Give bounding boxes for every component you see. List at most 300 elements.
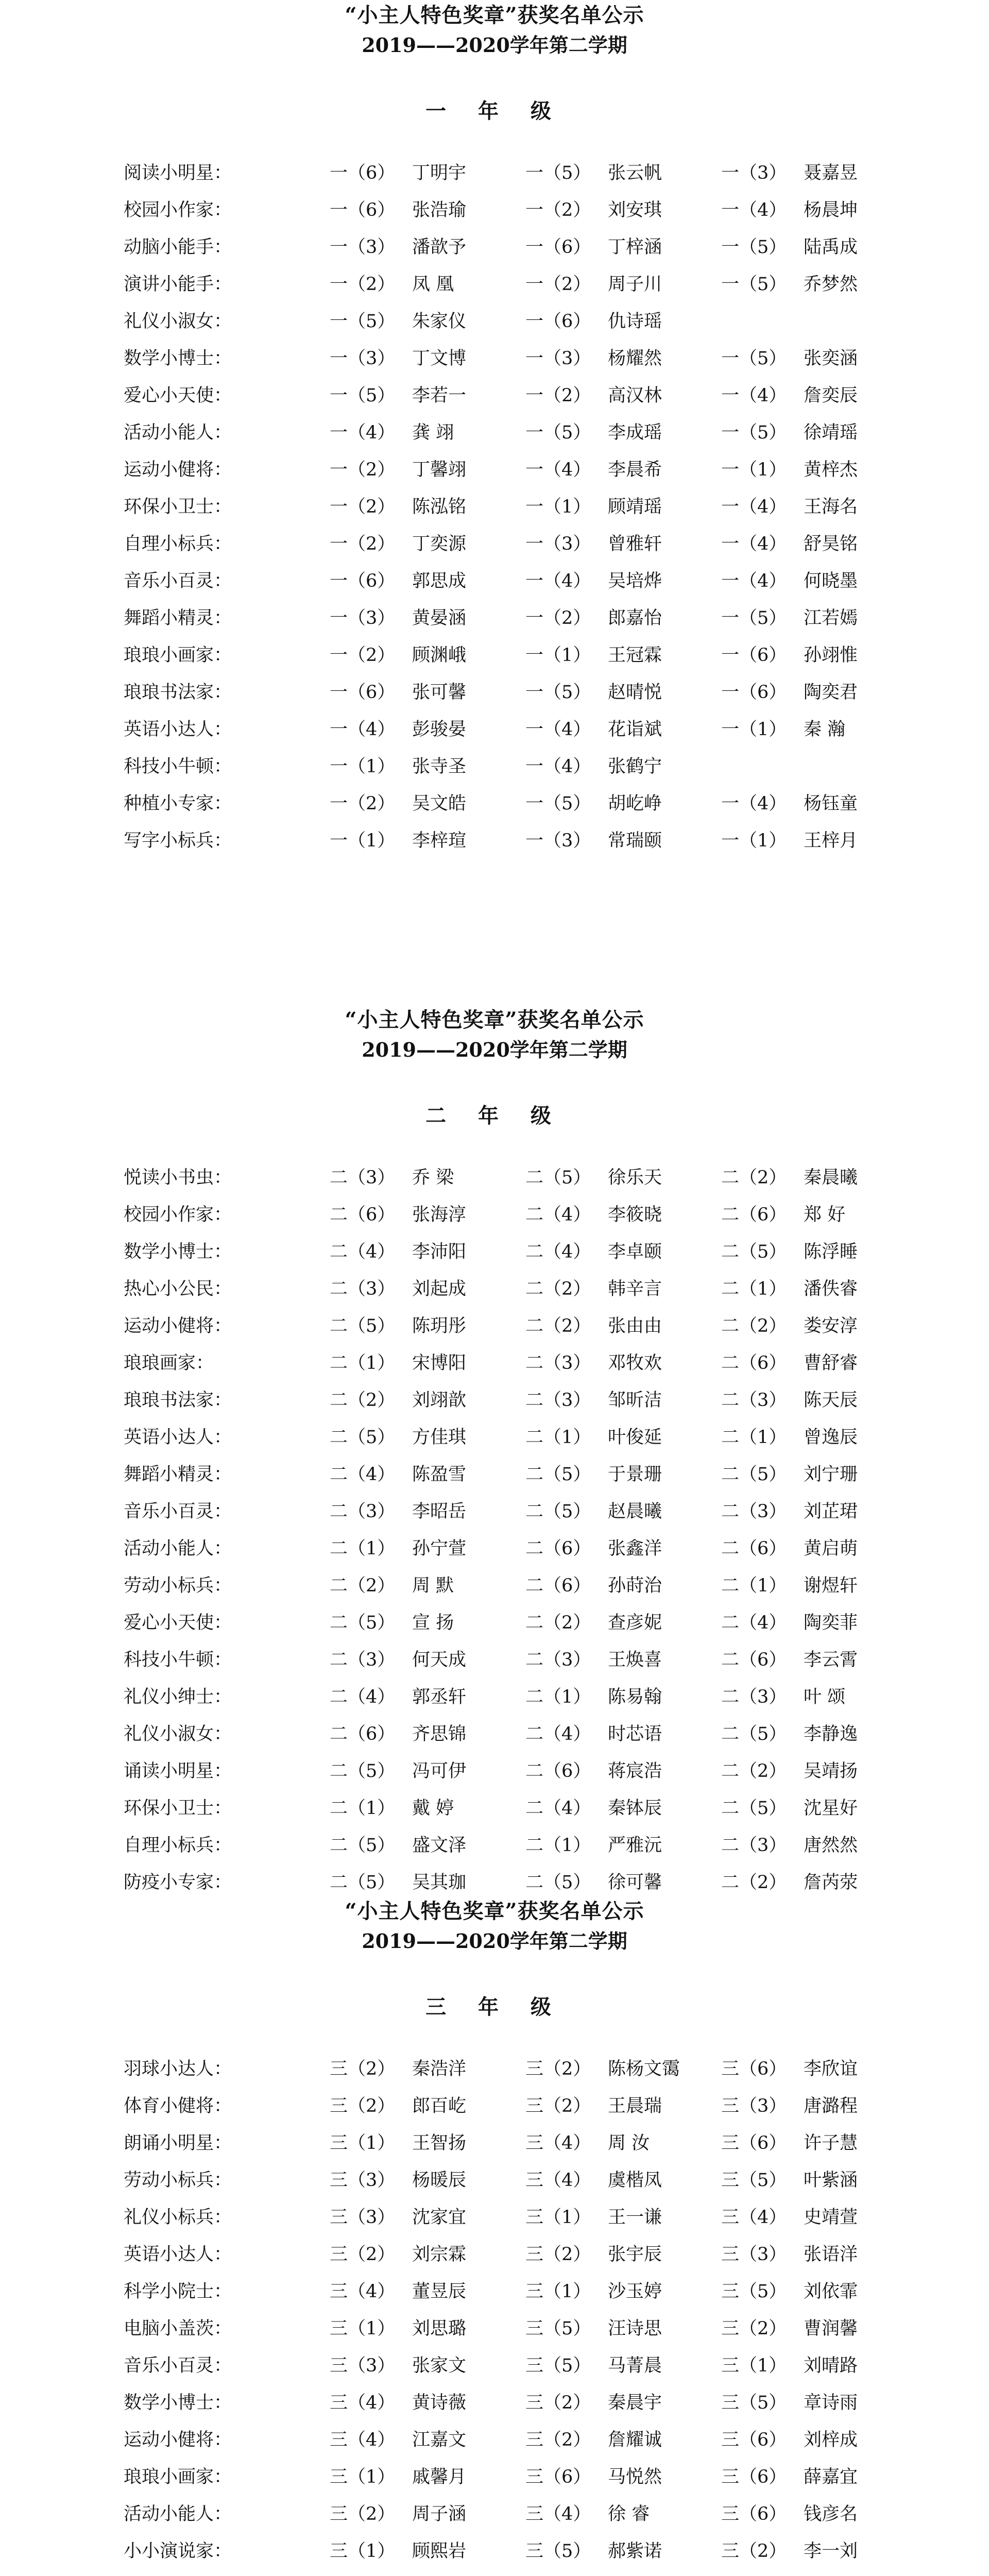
student-name: 龚 翊 bbox=[412, 422, 454, 443]
class-label: 一（2） bbox=[330, 274, 396, 295]
award-category: 防疫小专家： bbox=[124, 1872, 232, 1893]
class-label: 二（1） bbox=[525, 1427, 591, 1448]
student-name: 郝紫诺 bbox=[608, 2541, 662, 2562]
class-label: 三（5） bbox=[525, 2355, 591, 2376]
student-name: 李若一 bbox=[412, 385, 467, 406]
award-category: 自理小标兵： bbox=[124, 534, 232, 554]
student-name: 张鑫洋 bbox=[608, 1538, 662, 1559]
class-label: 三（4） bbox=[525, 2133, 591, 2154]
student-name: 于景珊 bbox=[608, 1464, 662, 1485]
student-name: 杨晨坤 bbox=[804, 200, 858, 221]
class-label: 一（6） bbox=[330, 682, 396, 703]
award-category: 诵读小明星： bbox=[124, 1761, 232, 1782]
class-label: 一（1） bbox=[330, 831, 396, 851]
announcement-title: “小主人特色奖章”获奖名单公示 bbox=[345, 3, 644, 27]
class-label: 三（2） bbox=[525, 2393, 591, 2413]
student-name: 陈盈雪 bbox=[412, 1464, 467, 1485]
award-category: 音乐小百灵： bbox=[124, 2355, 232, 2376]
student-name: 聂嘉昱 bbox=[804, 163, 858, 183]
class-label: 二（3） bbox=[330, 1501, 396, 1522]
student-name: 孙宁萱 bbox=[412, 1538, 467, 1559]
class-label bbox=[525, 2573, 591, 2576]
class-label: 二（4） bbox=[525, 1205, 591, 1225]
student-name: 薛嘉宜 bbox=[804, 2467, 858, 2487]
school-term: 2019——2020学年第二学期 bbox=[362, 1929, 627, 1953]
student-name: 郎百屹 bbox=[412, 2096, 467, 2116]
class-label: 一（2） bbox=[525, 274, 591, 295]
class-label: 一（2） bbox=[525, 385, 591, 406]
student-name: 史靖萱 bbox=[804, 2207, 858, 2228]
class-label: 三（6） bbox=[721, 2430, 787, 2450]
class-label: 三（4） bbox=[721, 2207, 787, 2228]
student-name: 顾渊峨 bbox=[412, 645, 467, 666]
class-label: 二（2） bbox=[721, 1316, 787, 1336]
class-label: 二（2） bbox=[721, 1761, 787, 1782]
student-name: 杨暖辰 bbox=[412, 2170, 467, 2191]
class-label: 二（3） bbox=[525, 1390, 591, 1411]
student-name: 杨耀然 bbox=[608, 348, 662, 369]
class-label: 二（6） bbox=[525, 1575, 591, 1596]
student-name: 王智扬 bbox=[412, 2133, 467, 2154]
class-label: 三（5） bbox=[721, 2281, 787, 2302]
class-label: 二（4） bbox=[721, 1613, 787, 1633]
class-label: 二（5） bbox=[721, 1724, 787, 1744]
student-name: 潘歆予 bbox=[412, 237, 467, 258]
student-name: 何天成 bbox=[412, 1650, 467, 1670]
student-name: 张奕涵 bbox=[804, 348, 858, 369]
award-list bbox=[0, 158, 989, 862]
class-label: 一（6） bbox=[721, 682, 787, 703]
student-name: 赵晴悦 bbox=[608, 682, 662, 703]
student-name: 刘翊歆 bbox=[412, 1390, 467, 1411]
student-name: 刘安琪 bbox=[608, 200, 662, 221]
class-label bbox=[721, 2573, 787, 2576]
student-name: 张浩瑜 bbox=[412, 200, 467, 221]
student-name: 郭思成 bbox=[412, 571, 467, 591]
student-name: 舒昊铭 bbox=[804, 534, 858, 554]
student-name: 张海淳 bbox=[412, 1205, 467, 1225]
student-name: 虞楷凤 bbox=[608, 2170, 662, 2191]
student-name: 周子涵 bbox=[412, 2504, 467, 2524]
school-term: 2019——2020学年第二学期 bbox=[362, 33, 627, 57]
class-label: 一（6） bbox=[330, 163, 396, 183]
class-label: 一（4） bbox=[721, 497, 787, 517]
student-name: 汪诗思 bbox=[608, 2318, 662, 2339]
student-name: 潘佚睿 bbox=[804, 1279, 858, 1299]
award-category: 数学小博士： bbox=[124, 1242, 232, 1262]
award-category: 舞蹈小精灵： bbox=[124, 1464, 232, 1485]
class-label: 三（4） bbox=[330, 2430, 396, 2450]
student-name: 唐潞程 bbox=[804, 2096, 858, 2116]
award-category: 羽球小达人： bbox=[124, 2059, 232, 2079]
student-name: 秦晨曦 bbox=[804, 1167, 858, 1188]
student-name: 沈星好 bbox=[804, 1798, 858, 1819]
student-name: 宣 扬 bbox=[412, 1613, 454, 1633]
class-label: 一（4） bbox=[721, 534, 787, 554]
class-label: 一（4） bbox=[721, 385, 787, 406]
class-label: 二（4） bbox=[525, 1242, 591, 1262]
class-label: 二（5） bbox=[525, 1501, 591, 1522]
student-name: 戴 婷 bbox=[412, 1798, 454, 1819]
award-category: 琅琅书法家： bbox=[124, 682, 232, 703]
student-name: 刘起成 bbox=[412, 1279, 467, 1299]
award-category: 英语小达人： bbox=[124, 2244, 232, 2265]
class-label: 三（2） bbox=[330, 2096, 396, 2116]
award-category: 舞蹈小精灵： bbox=[124, 608, 232, 629]
class-label: 二（6） bbox=[330, 1205, 396, 1225]
student-name: 曹舒睿 bbox=[804, 1353, 858, 1374]
class-label: 三（2） bbox=[330, 2059, 396, 2079]
award-category: 科技小牛顿： bbox=[124, 756, 232, 777]
class-label: 一（3） bbox=[721, 163, 787, 183]
student-name: 陶奕菲 bbox=[804, 1613, 858, 1633]
class-label: 二（5） bbox=[330, 1613, 396, 1633]
class-label: 一（2） bbox=[330, 645, 396, 666]
class-label: 二（2） bbox=[525, 1613, 591, 1633]
class-label: 一（1） bbox=[721, 831, 787, 851]
class-label: 二（5） bbox=[525, 1167, 591, 1188]
student-name: 李卓颐 bbox=[608, 1242, 662, 1262]
student-name: 刘宗霖 bbox=[412, 2244, 467, 2265]
student-name: 冯可伊 bbox=[412, 1761, 467, 1782]
student-name: 詹芮荥 bbox=[804, 1872, 858, 1893]
student-name: 谢煜轩 bbox=[804, 1575, 858, 1596]
class-label: 二（5） bbox=[721, 1464, 787, 1485]
award-category: 小小演说家： bbox=[124, 2541, 232, 2562]
class-label: 三（5） bbox=[721, 2393, 787, 2413]
class-label: 三（1） bbox=[525, 2281, 591, 2302]
class-label: 二（3） bbox=[721, 1687, 787, 1707]
class-label: 二（4） bbox=[330, 1464, 396, 1485]
award-category: 悦读小书虫： bbox=[124, 1167, 232, 1188]
student-name: 周子川 bbox=[608, 274, 662, 295]
student-name: 丁奕源 bbox=[412, 534, 467, 554]
student-name: 章诗雨 bbox=[804, 2393, 858, 2413]
student-name: 方佳琪 bbox=[412, 1427, 467, 1448]
student-name: 黄晏涵 bbox=[412, 608, 467, 629]
award-category: 琅琅书法家： bbox=[124, 1390, 232, 1411]
student-name: 詹奕辰 bbox=[804, 385, 858, 406]
grade-section-2 bbox=[0, 1005, 989, 1904]
class-label: 三（3） bbox=[330, 2355, 396, 2376]
grade-section-3 bbox=[0, 1896, 989, 2576]
award-category: 爱心小天使： bbox=[124, 385, 232, 406]
award-category: 动脑小能手： bbox=[124, 237, 232, 258]
class-label: 三（2） bbox=[330, 2244, 396, 2265]
student-name: 王晨瑞 bbox=[608, 2096, 662, 2116]
class-label: 三（2） bbox=[721, 2541, 787, 2562]
student-name: 刘宁珊 bbox=[804, 1464, 858, 1485]
award-category: 劳动小标兵： bbox=[124, 1575, 232, 1596]
student-name: 马悦然 bbox=[608, 2467, 662, 2487]
announcement-title: “小主人特色奖章”获奖名单公示 bbox=[345, 1008, 644, 1032]
award-category: 数学小博士： bbox=[124, 348, 232, 369]
class-label: 二（6） bbox=[721, 1205, 787, 1225]
class-label: 一（3） bbox=[330, 608, 396, 629]
student-name: 刘芷珺 bbox=[804, 1501, 858, 1522]
student-name: 陶奕君 bbox=[804, 682, 858, 703]
student-name: 丁梓涵 bbox=[608, 237, 662, 258]
award-category: 写字小标兵： bbox=[124, 831, 232, 851]
student-name: 王海名 bbox=[804, 497, 858, 517]
class-label: 一（2） bbox=[525, 608, 591, 629]
class-label: 二（3） bbox=[721, 1835, 787, 1856]
class-label: 二（6） bbox=[721, 1353, 787, 1374]
class-label: 二（1） bbox=[525, 1687, 591, 1707]
award-category: 运动小健将： bbox=[124, 460, 232, 480]
class-label: 一（4） bbox=[525, 571, 591, 591]
grade-heading: 一 年 级 bbox=[425, 99, 564, 123]
student-name: 徐可馨 bbox=[608, 1872, 662, 1893]
class-label: 二（5） bbox=[330, 1761, 396, 1782]
student-name: 张语洋 bbox=[804, 2244, 858, 2265]
class-label: 三（1） bbox=[721, 2355, 787, 2376]
student-name: 陈浮睡 bbox=[804, 1242, 858, 1262]
class-label: 三（3） bbox=[721, 2244, 787, 2265]
award-category: 礼仪小绅士： bbox=[124, 1687, 232, 1707]
class-label: 三（5） bbox=[721, 2170, 787, 2191]
student-name: 张鹤宁 bbox=[608, 756, 662, 777]
student-name: 董昱辰 bbox=[412, 2281, 467, 2302]
class-label: 二（5） bbox=[525, 1464, 591, 1485]
class-label: 三（4） bbox=[330, 2393, 396, 2413]
student-name: 常瑞颐 bbox=[608, 831, 662, 851]
student-name bbox=[412, 2573, 466, 2576]
student-name: 顾熙岩 bbox=[412, 2541, 467, 2562]
student-name: 王冠霖 bbox=[608, 645, 662, 666]
student-name: 凤 凰 bbox=[412, 274, 454, 295]
award-category bbox=[124, 2573, 232, 2576]
class-label: 三（1） bbox=[330, 2133, 396, 2154]
grade-heading: 三 年 级 bbox=[425, 1995, 564, 2019]
class-label: 一（4） bbox=[330, 422, 396, 443]
award-category: 校园小作家： bbox=[124, 200, 232, 221]
student-name: 宋博阳 bbox=[412, 1353, 467, 1374]
student-name: 赵晨曦 bbox=[608, 1501, 662, 1522]
student-name: 李昭岳 bbox=[412, 1501, 467, 1522]
student-name: 张宇辰 bbox=[608, 2244, 662, 2265]
award-category: 体育小健将： bbox=[124, 2096, 232, 2116]
class-label: 一（3） bbox=[525, 534, 591, 554]
award-category: 活动小能人： bbox=[124, 1538, 232, 1559]
award-category: 礼仪小淑女： bbox=[124, 1724, 232, 1744]
class-label: 三（5） bbox=[525, 2541, 591, 2562]
class-label: 二（1） bbox=[721, 1427, 787, 1448]
class-label: 三（5） bbox=[525, 2318, 591, 2339]
student-name: 李梓瑄 bbox=[412, 831, 467, 851]
student-name: 江若嫣 bbox=[804, 608, 858, 629]
student-name: 周 默 bbox=[412, 1575, 454, 1596]
student-name: 秦 瀚 bbox=[804, 719, 846, 740]
award-category: 琅琅画家： bbox=[124, 1353, 214, 1374]
student-name: 邹昕洁 bbox=[608, 1390, 662, 1411]
class-label: 二（3） bbox=[721, 1390, 787, 1411]
student-name: 丁文博 bbox=[412, 348, 467, 369]
class-label: 一（4） bbox=[721, 793, 787, 814]
award-category: 琅琅小画家： bbox=[124, 645, 232, 666]
student-name: 刘晴路 bbox=[804, 2355, 858, 2376]
award-category: 科学小院士： bbox=[124, 2281, 232, 2302]
student-name: 仇诗瑶 bbox=[608, 311, 662, 332]
student-name bbox=[804, 2573, 858, 2576]
student-name: 王梓月 bbox=[804, 831, 858, 851]
class-label: 一（4） bbox=[721, 200, 787, 221]
class-label: 二（5） bbox=[330, 1316, 396, 1336]
student-name: 郎嘉怡 bbox=[608, 608, 662, 629]
class-label: 一（1） bbox=[330, 756, 396, 777]
student-name: 丁馨翊 bbox=[412, 460, 467, 480]
class-label: 一（2） bbox=[330, 534, 396, 554]
student-name: 徐 睿 bbox=[608, 2504, 650, 2524]
student-name: 曾逸辰 bbox=[804, 1427, 858, 1448]
student-name: 邓牧欢 bbox=[608, 1353, 662, 1374]
class-label: 三（1） bbox=[330, 2318, 396, 2339]
student-name: 李一刘 bbox=[804, 2541, 858, 2562]
class-label: 一（5） bbox=[525, 163, 591, 183]
student-name: 陈玥彤 bbox=[412, 1316, 467, 1336]
class-label: 一（2） bbox=[330, 497, 396, 517]
student-name: 吴靖扬 bbox=[804, 1761, 858, 1782]
student-name: 黄启萌 bbox=[804, 1538, 858, 1559]
class-label: 三（3） bbox=[721, 2096, 787, 2116]
student-name: 秦浩洋 bbox=[412, 2059, 467, 2079]
student-name: 沙玉婷 bbox=[608, 2281, 662, 2302]
student-name: 李云霄 bbox=[804, 1650, 858, 1670]
student-name: 乔 梁 bbox=[412, 1167, 454, 1188]
class-label: 一（2） bbox=[330, 793, 396, 814]
class-label: 二（6） bbox=[525, 1761, 591, 1782]
student-name: 吴其珈 bbox=[412, 1872, 467, 1893]
announcement-title: “小主人特色奖章”获奖名单公示 bbox=[345, 1899, 644, 1923]
award-category: 朗诵小明星： bbox=[124, 2133, 232, 2154]
student-name: 郭丞轩 bbox=[412, 1687, 467, 1707]
class-label: 二（1） bbox=[330, 1353, 396, 1374]
student-name: 陈杨文霭 bbox=[608, 2059, 680, 2079]
student-name: 王焕喜 bbox=[608, 1650, 662, 1670]
student-name: 严雅沅 bbox=[608, 1835, 662, 1856]
student-name: 许子慧 bbox=[804, 2133, 858, 2154]
class-label: 二（4） bbox=[525, 1798, 591, 1819]
class-label bbox=[330, 2573, 395, 2576]
student-name: 沈家宜 bbox=[412, 2207, 467, 2228]
student-name: 高汉林 bbox=[608, 385, 662, 406]
student-name: 丁明宇 bbox=[412, 163, 467, 183]
class-label: 一（1） bbox=[525, 645, 591, 666]
student-name: 曹润馨 bbox=[804, 2318, 858, 2339]
class-label: 二（3） bbox=[330, 1650, 396, 1670]
student-name: 彭骏晏 bbox=[412, 719, 467, 740]
class-label: 一（5） bbox=[525, 793, 591, 814]
student-name: 徐乐天 bbox=[608, 1167, 662, 1188]
student-name: 秦钵辰 bbox=[608, 1798, 662, 1819]
student-name: 钱彦名 bbox=[804, 2504, 858, 2524]
class-label: 二（2） bbox=[721, 1167, 787, 1188]
award-category: 自理小标兵： bbox=[124, 1835, 232, 1856]
class-label: 二（2） bbox=[525, 1316, 591, 1336]
class-label: 一（4） bbox=[525, 719, 591, 740]
class-label: 三（4） bbox=[330, 2281, 396, 2302]
student-name: 杨钰童 bbox=[804, 793, 858, 814]
class-label: 三（6） bbox=[721, 2467, 787, 2487]
student-name: 查彦妮 bbox=[608, 1613, 662, 1633]
class-label: 三（2） bbox=[525, 2244, 591, 2265]
award-category: 校园小作家： bbox=[124, 1205, 232, 1225]
student-name: 江嘉文 bbox=[412, 2430, 467, 2450]
class-label: 二（2） bbox=[721, 1872, 787, 1893]
student-name: 叶 颂 bbox=[804, 1687, 846, 1707]
student-name: 叶紫涵 bbox=[804, 2170, 858, 2191]
student-name: 叶俊延 bbox=[608, 1427, 662, 1448]
award-category: 种植小专家： bbox=[124, 793, 232, 814]
student-name: 张由由 bbox=[608, 1316, 662, 1336]
class-label: 一（3） bbox=[330, 348, 396, 369]
class-label: 二（5） bbox=[525, 1872, 591, 1893]
student-name: 陈泓铭 bbox=[412, 497, 467, 517]
student-name: 张寺圣 bbox=[412, 756, 467, 777]
class-label: 三（2） bbox=[330, 2504, 396, 2524]
class-label: 三（1） bbox=[330, 2541, 396, 2562]
class-label: 二（1） bbox=[330, 1798, 396, 1819]
class-label: 三（3） bbox=[330, 2207, 396, 2228]
student-name: 刘依霏 bbox=[804, 2281, 858, 2302]
student-name: 朱家仪 bbox=[412, 311, 467, 332]
student-name: 李沛阳 bbox=[412, 1242, 467, 1262]
student-name: 韩辛言 bbox=[608, 1279, 662, 1299]
class-label: 二（3） bbox=[525, 1650, 591, 1670]
class-label: 二（6） bbox=[721, 1538, 787, 1559]
student-name: 曾雅轩 bbox=[608, 534, 662, 554]
class-label: 二（4） bbox=[330, 1687, 396, 1707]
class-label: 一（2） bbox=[330, 460, 396, 480]
class-label: 二（6） bbox=[525, 1538, 591, 1559]
award-category: 环保小卫士： bbox=[124, 1798, 232, 1819]
award-category: 科技小牛顿： bbox=[124, 1650, 232, 1670]
award-category: 热心小公民： bbox=[124, 1279, 232, 1299]
class-label: 三（6） bbox=[721, 2059, 787, 2079]
student-name: 黄梓杰 bbox=[804, 460, 858, 480]
student-name: 詹耀诚 bbox=[608, 2430, 662, 2450]
class-label: 一（6） bbox=[330, 571, 396, 591]
class-label: 三（1） bbox=[330, 2467, 396, 2487]
award-category: 爱心小天使： bbox=[124, 1613, 232, 1633]
class-label: 一（5） bbox=[525, 422, 591, 443]
class-label: 二（6） bbox=[330, 1724, 396, 1744]
class-label: 二（2） bbox=[525, 1279, 591, 1299]
award-category: 英语小达人： bbox=[124, 1427, 232, 1448]
student-name: 蒋宸浩 bbox=[608, 1761, 662, 1782]
student-name bbox=[608, 2573, 662, 2576]
student-name: 陆禹成 bbox=[804, 237, 858, 258]
class-label: 二（2） bbox=[330, 1390, 396, 1411]
class-label: 一（4） bbox=[525, 460, 591, 480]
class-label: 一（6） bbox=[721, 645, 787, 666]
student-name: 郑 好 bbox=[804, 1205, 846, 1225]
class-label: 一（2） bbox=[525, 200, 591, 221]
student-name: 唐然然 bbox=[804, 1835, 858, 1856]
class-label: 二（1） bbox=[525, 1835, 591, 1856]
class-label: 一（1） bbox=[721, 719, 787, 740]
class-label: 三（6） bbox=[721, 2133, 787, 2154]
class-label: 三（2） bbox=[525, 2430, 591, 2450]
class-label: 二（3） bbox=[721, 1501, 787, 1522]
class-label: 一（3） bbox=[525, 348, 591, 369]
class-label: 一（5） bbox=[721, 608, 787, 629]
school-term: 2019——2020学年第二学期 bbox=[362, 1038, 627, 1061]
student-name: 李成瑶 bbox=[608, 422, 662, 443]
student-name: 乔梦然 bbox=[804, 274, 858, 295]
class-label: 三（2） bbox=[721, 2318, 787, 2339]
award-category: 环保小卫士： bbox=[124, 497, 232, 517]
